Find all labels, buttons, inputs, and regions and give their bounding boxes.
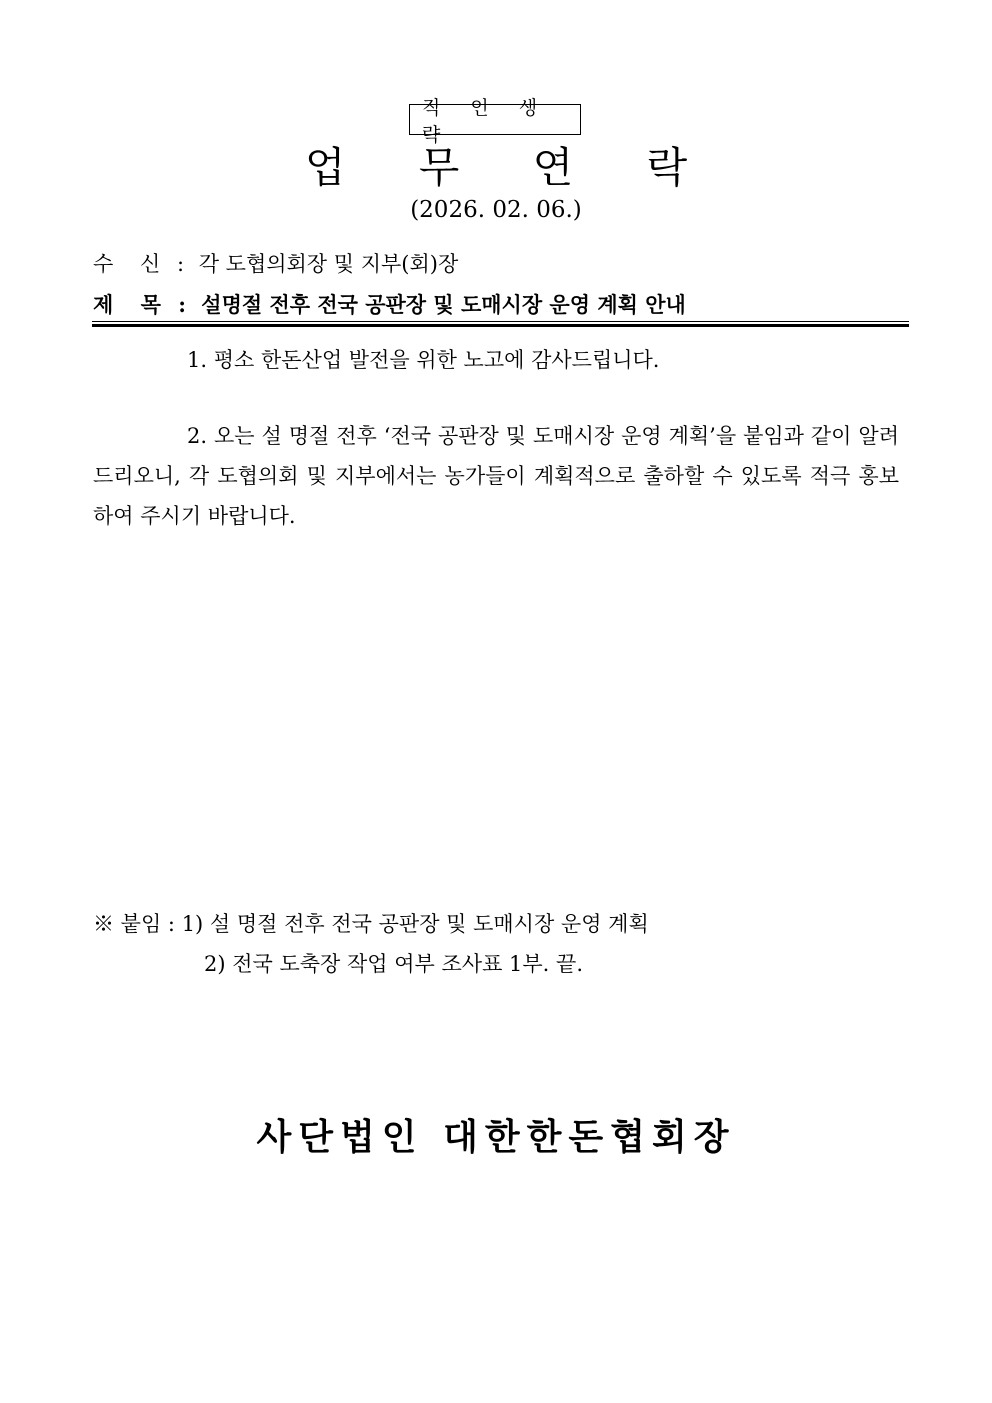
- sender-signature: 사단법인 대한한돈협회장: [256, 1116, 736, 1158]
- body-paragraph-2: 2. 오는 설 명절 전후 ‘전국 공판장 및 도매시장 운영 계획’을 붙임과 같이 알려드리오니, 각 도협의회 및 지부에서는 농가들이 계획적으로 출하할 수 있도록 적극 홍보하여 주시기 바랍니다.: [93, 424, 899, 528]
- recipient-label: 수 신: [93, 252, 171, 276]
- attachment-item-2: 2) 전국 도축장 작업 여부 조사표 1부. 끝.: [204, 952, 583, 976]
- seal-omitted-box: [409, 96, 581, 146]
- seal-omitted-text: 직 인 생 략: [422, 96, 550, 146]
- attachments-label: ※ 붙임 :: [93, 912, 175, 936]
- recipient-value: 각 도협의회장 및 지부(회)장: [198, 252, 459, 276]
- subject-line: [93, 292, 686, 317]
- document-title: 업 무 연 락: [304, 143, 718, 192]
- attachments-section: [93, 904, 899, 984]
- document-date: (2026. 02. 06.): [410, 197, 582, 223]
- header-divider-thin: [92, 321, 909, 322]
- attachment-row-2: [93, 944, 899, 984]
- attachment-row-1: [93, 904, 899, 944]
- subject-value: 설명절 전후 전국 공판장 및 도매시장 운영 계획 안내: [201, 292, 686, 317]
- body-paragraph-1: 1. 평소 한돈산업 발전을 위한 노고에 감사드립니다.: [187, 348, 660, 372]
- recipient-line: [93, 252, 458, 277]
- recipient-separator: :: [176, 252, 185, 276]
- attachment-item-1: 1) 설 명절 전후 전국 공판장 및 도매시장 운영 계획: [181, 912, 649, 936]
- subject-label: 제 목: [93, 292, 171, 317]
- header-divider-thick: [92, 324, 909, 327]
- subject-separator: :: [178, 292, 186, 317]
